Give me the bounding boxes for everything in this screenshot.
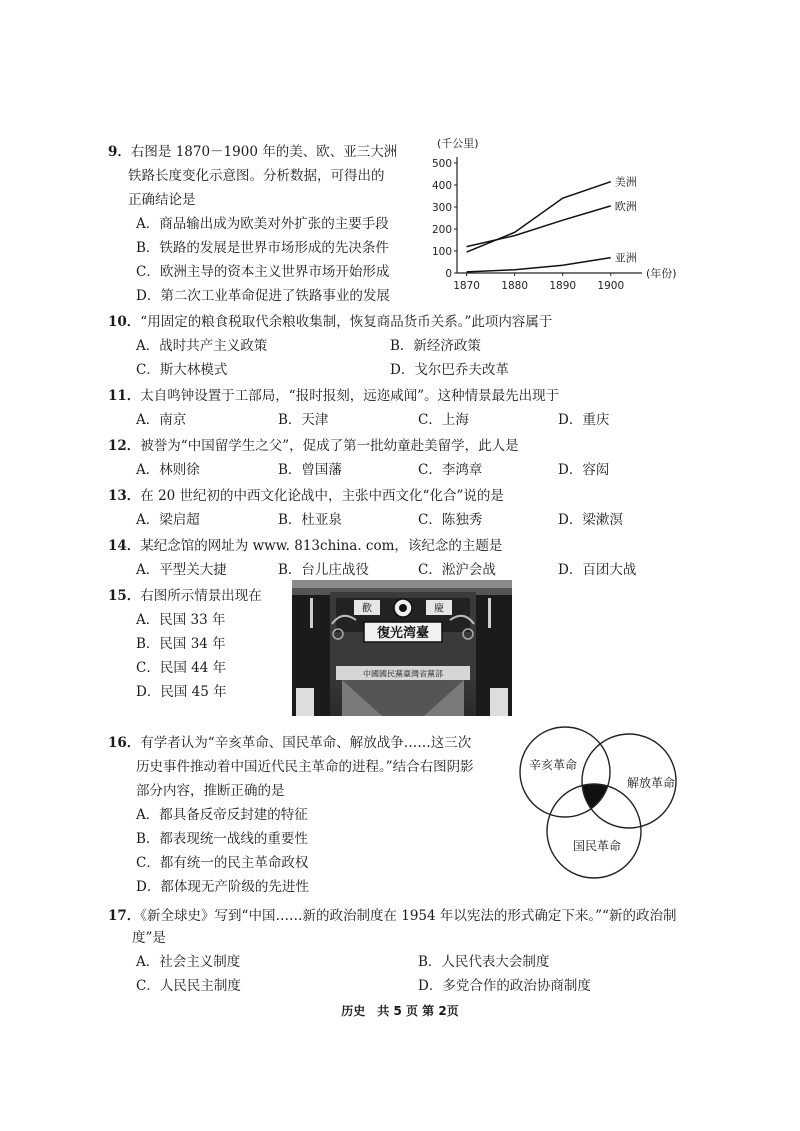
photo-main-sign-text: 復光湾臺: [376, 626, 430, 641]
q17-option-d[interactable]: D．多党合作的政治协商制度: [418, 978, 591, 994]
chart-y-tick-label: 500: [431, 158, 452, 170]
q16-option-b[interactable]: B．都表现统一战线的重要性: [136, 831, 308, 847]
q12-option-a[interactable]: A．林则徐: [136, 462, 200, 478]
chart-y-tick-label: 200: [431, 224, 452, 236]
q11-option-b[interactable]: B．天津: [278, 412, 329, 428]
q15-block: [108, 584, 262, 604]
q15-option-d[interactable]: D．民国 45 年: [136, 684, 227, 700]
q9-stem-line-1: 右图是 1870－1900 年的美、欧、亚三大洲: [130, 144, 398, 160]
q17-option-c[interactable]: C．人民民主制度: [136, 978, 241, 994]
q9-stem-line-2: 铁路长度变化示意图。分析数据，可得出的: [128, 168, 385, 184]
q17-option-a[interactable]: A．社会主义制度: [136, 954, 241, 970]
railway-length-chart: [415, 130, 677, 295]
q16-option-d[interactable]: D．都体现无产阶级的先进性: [136, 879, 309, 895]
q12-stem: 被誉为“中国留学生之父”，促成了第一批幼童赴美留学，此人是: [140, 438, 519, 454]
chart-x-tick-label: 1880: [501, 280, 529, 292]
q13-block: [108, 484, 504, 504]
q10-option-a[interactable]: A．战时共产主义政策: [136, 338, 268, 354]
q14-stem: 某纪念馆的网址为 www. 813china. com，该纪念的主题是: [140, 538, 503, 554]
chart-series-line-3: [467, 258, 611, 272]
q9-stem-line-3: 正确结论是: [128, 192, 196, 208]
q16-option-a[interactable]: A．都具备反帝反封建的特征: [136, 807, 308, 823]
q13-option-a[interactable]: A．梁启超: [136, 512, 200, 528]
q10-stem: “用固定的粮食税取代余粮收集制，恢复商品货币关系。”此项内容属于: [140, 314, 553, 330]
q14-option-b[interactable]: B．台儿庄战役: [278, 562, 369, 578]
photo-side-right-text: 慶: [434, 603, 444, 615]
chart-series-label-2: 欧洲: [614, 199, 637, 213]
q16-stem-line-2: 历史事件推动着中国近代民主革命的进程。”结合右图阴影: [136, 759, 474, 775]
q9-option-c[interactable]: C．欧洲主导的资本主义世界市场开始形成: [136, 264, 390, 280]
q16-stem-line-1: 有学者认为“辛亥革命、国民革命、解放战争……这三次: [140, 735, 472, 751]
q14-option-a[interactable]: A．平型关大捷: [136, 562, 227, 578]
photo-banner-text: 中國國民黨臺灣省黨部: [363, 669, 443, 679]
q13-number: 13．: [108, 488, 141, 504]
q9-option-b[interactable]: B．铁路的发展是世界市场形成的先决条件: [136, 240, 389, 256]
q15-historical-photo: [292, 580, 512, 716]
q11-option-a[interactable]: A．南京: [136, 412, 187, 428]
q11-stem: 太自鸣钟设置于工部局，“报时报刻，远迩咸闻”。这种情景最先出现于: [140, 388, 560, 404]
q12-number: 12．: [108, 438, 141, 454]
q11-number: 11．: [108, 388, 141, 404]
q12-option-d[interactable]: D．容闳: [558, 462, 610, 478]
q11-option-d[interactable]: D．重庆: [558, 412, 610, 428]
chart-y-tick-label: 0: [445, 268, 452, 280]
q11-option-c[interactable]: C．上海: [418, 412, 469, 428]
chart-x-tick-label: 1890: [549, 280, 577, 292]
q14-block: [108, 534, 502, 554]
q9-block: [108, 140, 397, 160]
q11-block: [108, 384, 559, 404]
q15-option-a[interactable]: A．民国 33 年: [136, 612, 226, 628]
chart-y-axis-label: (千公里): [437, 137, 479, 150]
chart-y-tick-label: 400: [431, 180, 452, 192]
chart-series-label-1: 美洲: [614, 175, 637, 189]
q15-option-c[interactable]: C．民国 44 年: [136, 660, 227, 676]
q10-block: [108, 310, 552, 330]
q10-option-b[interactable]: B．新经济政策: [390, 338, 481, 354]
chart-axes: [432, 137, 677, 292]
q14-number: 14．: [108, 538, 141, 554]
q15-option-b[interactable]: B．民国 34 年: [136, 636, 226, 652]
chart-y-tick-label: 300: [431, 202, 452, 214]
chart-series-label-3: 亚洲: [614, 251, 637, 265]
q17-number: 17．: [108, 908, 141, 924]
q16-block: [108, 731, 471, 751]
chart-x-axis-label: (年份): [646, 267, 677, 280]
q9-option-d[interactable]: D．第二次工业革命促进了铁路事业的发展: [136, 288, 390, 304]
chart-series-line-2: [467, 206, 611, 247]
venn-circle-xinhai: [520, 727, 610, 817]
q13-option-c[interactable]: C．陈独秀: [418, 512, 483, 528]
q12-block: [108, 434, 519, 454]
q12-option-b[interactable]: B．曾国藩: [278, 462, 342, 478]
q16-stem-line-3: 部分内容，推断正确的是: [136, 783, 285, 799]
chart-y-tick-label: 100: [431, 246, 452, 258]
q9-number: 9．: [108, 144, 131, 160]
q15-number: 15．: [108, 588, 141, 604]
q13-option-d[interactable]: D．梁漱溟: [558, 512, 623, 528]
q16-venn-diagram: [515, 725, 695, 875]
venn-label-guomin: 国民革命: [572, 839, 622, 853]
q14-option-c[interactable]: C．淞沪会战: [418, 562, 496, 578]
q14-option-d[interactable]: D．百团大战: [558, 562, 637, 578]
chart-x-tick-label: 1900: [597, 280, 625, 292]
chart-series-group: [467, 176, 637, 272]
photo-side-left-text: 歡: [362, 603, 372, 615]
venn-label-xinhai: 辛亥革命: [528, 758, 578, 772]
q17-stem-line-1: 《新全球史》写到“中国……新的政治制度在 1954 年以宪法的形式确定下来。”“新的政治制: [140, 908, 677, 924]
q10-option-d[interactable]: D．戈尔巴乔夫改革: [390, 362, 509, 378]
venn-label-jiefang: 解放革命: [626, 776, 676, 790]
chart-x-tick-label: 1870: [453, 280, 480, 292]
q9-option-a[interactable]: A．商品输出成为欧美对外扩张的主要手段: [136, 216, 389, 232]
q16-option-c[interactable]: C．都有统一的民主革命政权: [136, 855, 309, 871]
q12-option-c[interactable]: C．李鸿章: [418, 462, 483, 478]
q10-number: 10．: [108, 314, 141, 330]
q16-number: 16．: [108, 735, 141, 751]
page-footer: 历史 共 5 页 第 2页: [341, 1004, 459, 1018]
q13-stem: 在 20 世纪初的中西文化论战中，主张中西文化“化合”说的是: [140, 488, 504, 504]
q10-option-c[interactable]: C．斯大林模式: [136, 362, 228, 378]
q17-option-b[interactable]: B．人民代表大会制度: [418, 954, 550, 970]
q17-stem-line-2: 度”是: [132, 930, 166, 946]
q15-stem: 右图所示情景出现在: [140, 588, 262, 604]
q13-option-b[interactable]: B．杜亚泉: [278, 512, 342, 528]
q17-block: [108, 904, 676, 924]
